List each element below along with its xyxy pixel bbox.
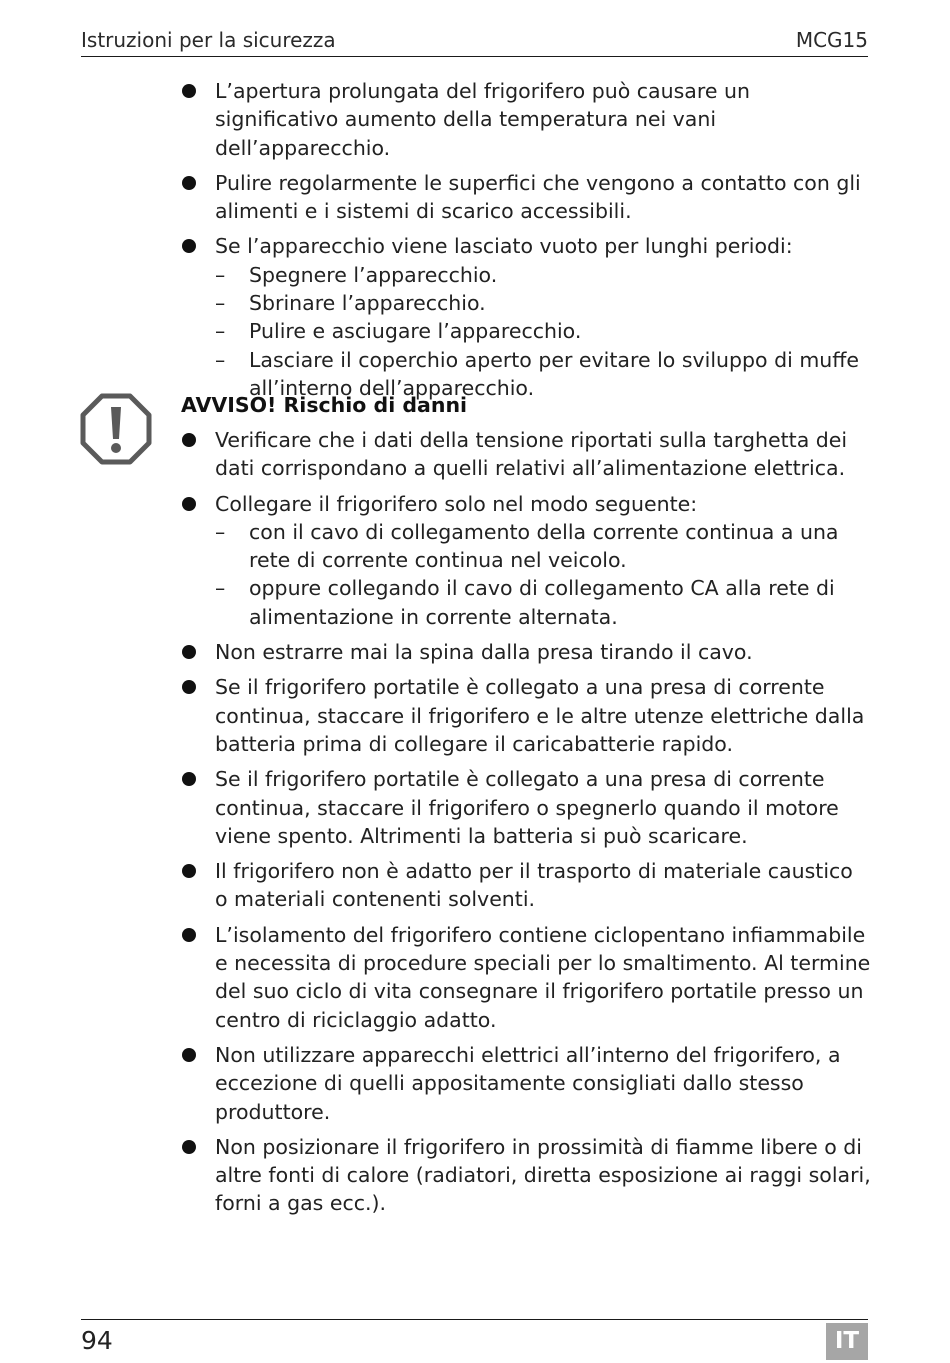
list-item: L’isolamento del frigorifero contiene ciclopentano infiammabile e necessita di procedure speciali per lo smaltimento. Al termine del suo ciclo di vita consegnare il frigorifero portatile presso un centro di riciclaggio adatto.: [181, 921, 871, 1034]
list-item: Il frigorifero non è adatto per il trasporto di materiale caustico o materiali contenenti solventi.: [181, 857, 871, 914]
list-item: Verificare che i dati della tensione riportati sulla targhetta dei dati corrispondano a quelli relativi all’alimentazione elettrica.: [181, 426, 871, 483]
sublist-item: – con il cavo di collegamento della corrente continua a una rete di corrente continua nel veicolo.: [215, 518, 871, 575]
list-item: Non posizionare il frigorifero in prossimità di fiamme libere o di altre fonti di calore (radiatori, diretta esposizione ai raggi solari, forni a gas ecc.).: [181, 1133, 871, 1218]
safety-list-general: [181, 77, 871, 409]
warning-title: AVVISO! Rischio di danni: [181, 393, 468, 417]
list-item: Se il frigorifero portatile è collegato a una presa di corrente continua, staccare il frigorifero e le altre utenze elettriche dalla batteria prima di collegare il caricabatterie rapido.: [181, 673, 871, 758]
language-badge: IT: [826, 1323, 868, 1360]
sublist: [215, 518, 871, 631]
section-title: Istruzioni per la sicurezza: [81, 28, 336, 52]
list-item: Se il frigorifero portatile è collegato a una presa di corrente continua, staccare il frigorifero o spegnerlo quando il motore viene spento. Altrimenti la batteria si può scaricare.: [181, 765, 871, 850]
model-name: MCG15: [795, 28, 868, 52]
sublist-item: – Lasciare il coperchio aperto per evitare lo sviluppo di muffe all’interno dell’apparecchio.: [215, 346, 871, 403]
page-footer: [81, 1319, 868, 1363]
list-item: Non estrarre mai la spina dalla presa tirando il cavo.: [181, 638, 871, 666]
page-header: [81, 26, 868, 57]
safety-list-damage: [181, 426, 871, 1225]
list-item: Non utilizzare apparecchi elettrici all’interno del frigorifero, a eccezione di quelli appositamente consigliati dallo stesso produttore.: [181, 1041, 871, 1126]
sublist-item: – Pulire e asciugare l’apparecchio.: [215, 317, 871, 345]
page-number: 94: [81, 1326, 113, 1355]
sublist-item: – oppure collegando il cavo di collegamento CA alla rete di alimentazione in corrente alternata.: [215, 574, 871, 631]
sublist: [215, 261, 871, 402]
list-item: Collegare il frigorifero solo nel modo seguente: – con il cavo di collegamento della corrente continua a una rete di corrente continua nel veicolo. – oppure collegando il cavo di collegamento CA alla rete di alimentazione in corrente alternata.: [181, 490, 871, 631]
exclamation-octagon-icon: [80, 393, 152, 465]
list-item: Pulire regolarmente le superfici che vengono a contatto con gli alimenti e i sistemi di scarico accessibili.: [181, 169, 871, 226]
list-item: L’apertura prolungata del frigorifero può causare un significativo aumento della temperatura nei vani dell’apparecchio.: [181, 77, 871, 162]
sublist-item: – Sbrinare l’apparecchio.: [215, 289, 871, 317]
list-item: Se l’apparecchio viene lasciato vuoto per lunghi periodi: – Spegnere l’apparecchio. – Sbrinare l’apparecchio. – Pulire e asciugare l’apparecchio. – Lasciare il coperchio aperto per evitare lo sviluppo di muffe all’interno dell’apparecchio.: [181, 232, 871, 402]
sublist-item: – Spegnere l’apparecchio.: [215, 261, 871, 289]
